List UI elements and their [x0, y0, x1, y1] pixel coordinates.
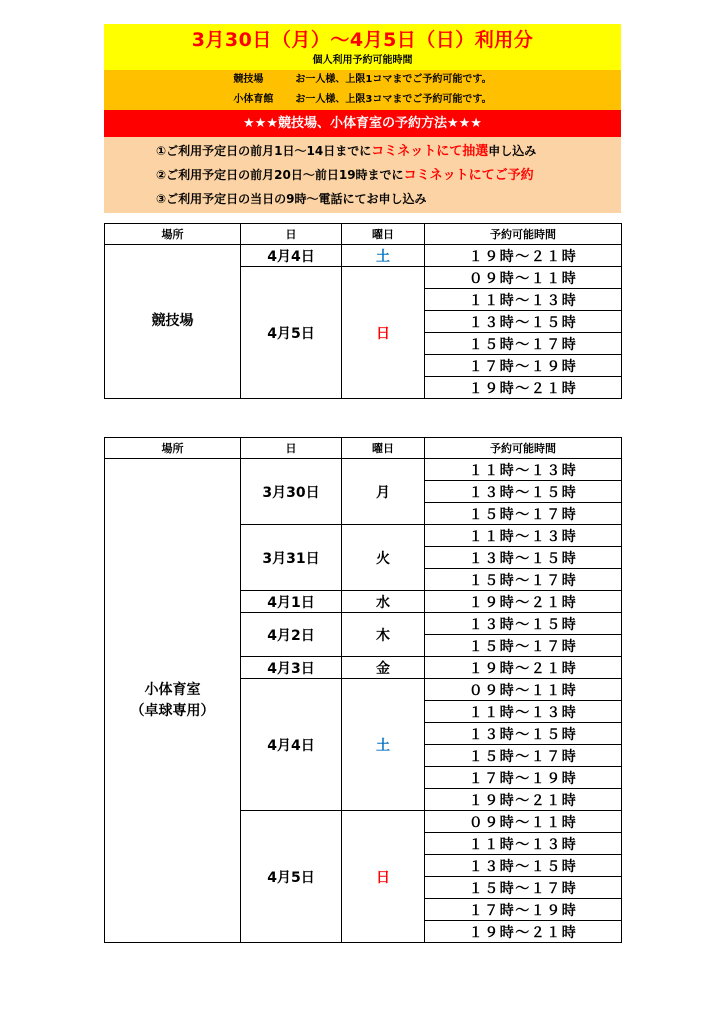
weekday-cell: 日	[342, 267, 425, 399]
step-1	[156, 139, 536, 163]
slot-cell: １９時～２１時	[425, 657, 622, 679]
slot-cell: １１時～１３時	[425, 525, 622, 547]
date-cell: 4月5日	[241, 267, 342, 399]
place-name: 小体育室	[144, 681, 201, 698]
step-highlight: コミネットにてご予約	[403, 168, 534, 183]
slot-cell: １７時～１９時	[425, 767, 622, 789]
col-weekday: 曜日	[342, 438, 425, 459]
date-cell: 3月30日	[241, 459, 342, 525]
step-text: ②ご利用予定日の前月20日～前日19時までに	[156, 168, 404, 182]
place-cell	[105, 245, 241, 399]
rule-text: お一人様、上限3コマまでご予約可能です。	[295, 94, 492, 105]
weekday-cell: 木	[342, 613, 425, 657]
slot-cell: ０９時～１１時	[425, 679, 622, 701]
reservation-limits	[104, 70, 621, 110]
weekday-cell: 日	[342, 811, 425, 943]
slot-cell: １９時～２１時	[425, 789, 622, 811]
col-slots: 予約可能時間	[425, 224, 622, 245]
slot-cell: ０９時～１１時	[425, 811, 622, 833]
title-banner	[104, 24, 621, 70]
table-row	[105, 245, 622, 267]
slot-cell: １３時～１５時	[425, 547, 622, 569]
slot-cell: １３時～１５時	[425, 481, 622, 503]
col-place: 場所	[105, 438, 241, 459]
step-3	[156, 187, 427, 211]
weekday-cell: 水	[342, 591, 425, 613]
weekday-cell: 月	[342, 459, 425, 525]
weekday-cell: 土	[342, 679, 425, 811]
col-place: 場所	[105, 224, 241, 245]
slot-cell: １５時～１７時	[425, 569, 622, 591]
rule-text: お一人様、上限1コマまでご予約可能です。	[295, 74, 492, 85]
slot-cell: １７時～１９時	[425, 355, 622, 377]
slot-cell: １９時～２１時	[425, 921, 622, 943]
slot-cell: １５時～１７時	[425, 877, 622, 899]
slot-cell: １５時～１７時	[425, 333, 622, 355]
table-header-row	[105, 438, 622, 459]
slot-cell: １５時～１７時	[425, 745, 622, 767]
method-title: ★★★競技場、小体育室の予約方法★★★	[104, 110, 621, 137]
slot-cell: １９時～２１時	[425, 377, 622, 399]
slot-cell: １９時～２１時	[425, 245, 622, 267]
col-weekday: 曜日	[342, 224, 425, 245]
date-cell: 3月31日	[241, 525, 342, 591]
rule-row-stadium	[104, 70, 621, 90]
col-date: 日	[241, 438, 342, 459]
slot-cell: １３時～１５時	[425, 855, 622, 877]
table-header-row	[105, 224, 622, 245]
page-subtitle: 個人利用予約可能時間	[312, 55, 413, 66]
date-cell: 4月3日	[241, 657, 342, 679]
slot-cell: １７時～１９時	[425, 899, 622, 921]
rule-place: 小体育館	[233, 94, 274, 105]
slot-cell: １１時～１３時	[425, 701, 622, 723]
page-title: 3月30日（月）～4月5日（日）利用分	[191, 29, 534, 51]
slot-cell: １３時～１５時	[425, 613, 622, 635]
col-date: 日	[241, 224, 342, 245]
date-cell: 4月5日	[241, 811, 342, 943]
stadium-schedule-table	[104, 223, 622, 399]
step-text-after: 申し込み	[488, 144, 537, 158]
rule-row-gym	[104, 90, 621, 110]
slot-cell: １９時～２１時	[425, 591, 622, 613]
slot-cell: １１時～１３時	[425, 833, 622, 855]
place-name: （卓球専用）	[130, 702, 215, 719]
weekday-cell: 土	[342, 245, 425, 267]
slot-cell: １３時～１５時	[425, 723, 622, 745]
gym-schedule-table	[104, 437, 622, 943]
step-highlight: コミネットにて抽選	[371, 144, 489, 159]
date-cell: 4月2日	[241, 613, 342, 657]
step-text: ①ご利用予定日の前月1日～14日までに	[156, 144, 372, 158]
weekday-cell: 金	[342, 657, 425, 679]
place-name: 競技場	[151, 313, 194, 329]
slot-cell: １５時～１７時	[425, 635, 622, 657]
date-cell: 4月4日	[241, 245, 342, 267]
date-cell: 4月1日	[241, 591, 342, 613]
slot-cell: １５時～１７時	[425, 503, 622, 525]
col-slots: 予約可能時間	[425, 438, 622, 459]
rule-place: 競技場	[233, 74, 264, 85]
place-cell	[105, 459, 241, 943]
slot-cell: １３時～１５時	[425, 311, 622, 333]
table-row	[105, 459, 622, 481]
slot-cell: １１時～１３時	[425, 459, 622, 481]
step-text: ③ご利用予定日の当日の9時～電話にてお申し込み	[156, 192, 427, 206]
slot-cell: ０９時～１１時	[425, 267, 622, 289]
step-2	[156, 163, 534, 187]
slot-cell: １１時～１３時	[425, 289, 622, 311]
date-cell: 4月4日	[241, 679, 342, 811]
weekday-cell: 火	[342, 525, 425, 591]
method-steps	[104, 137, 621, 213]
